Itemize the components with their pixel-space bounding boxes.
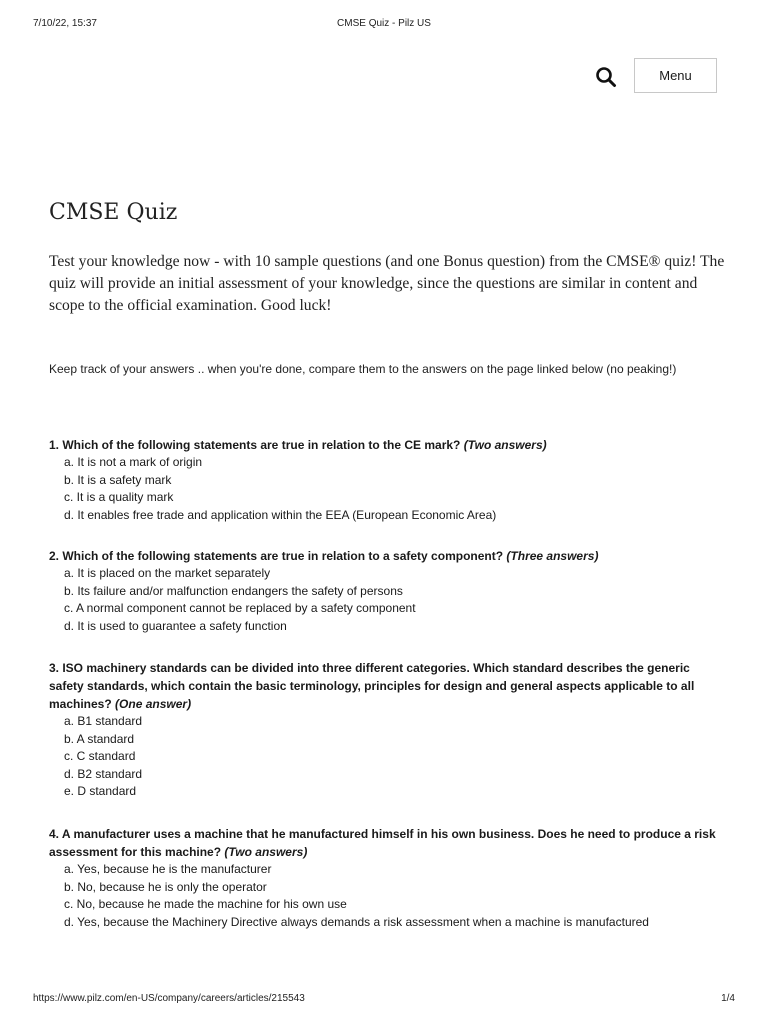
answer-option: a. It is placed on the market separately [64,566,271,580]
menu-button[interactable]: Menu [634,58,717,93]
answer-option: c. A normal component cannot be replaced by a safety component [64,601,416,616]
page-title: CMSE Quiz [49,200,178,225]
answer-count-hint: (Three answers) [506,549,599,563]
answer-options [49,454,719,524]
answer-options [49,565,719,635]
answer-option: b. Its failure and/or malfunction endangers the safety of persons [64,583,403,598]
answer-option: d. B2 standard [64,766,143,781]
answer-count-hint: (Two answers) [463,438,547,452]
answer-option: a. B1 standard [64,714,143,728]
answer-option: d. Yes, because the Machinery Directive always demands a risk assessment when a machine is manufactured [64,914,649,929]
answer-option: c. C standard [64,749,136,764]
print-header [33,18,735,32]
question-text: 2. Which of the following statements are true in relation to a safety component? (Three answers) [49,549,599,563]
answer-option: b. No, because he is only the operator [64,879,267,894]
answer-option: d. It enables free trade and application within the EEA (European Economic Area) [64,507,497,522]
question-2 [49,547,719,635]
question-text: 3. ISO machinery standards can be divided into three different categories. Which standard describes the generic safety standards, which contain the basic terminology, principles for design and general aspects applicable to all machines? (One answer) [49,661,695,711]
print-date: 7/10/22, 15:37 [33,18,97,29]
answer-option: a. It is not a mark of origin [64,455,203,469]
answer-option: c. It is a quality mark [64,490,174,505]
answer-options [49,713,719,801]
question-text: 4. A manufacturer uses a machine that he manufactured himself in his own business. Does he need to produce a risk assessment for this machine? (Two answers) [49,827,716,859]
answer-option: c. No, because he made the machine for his own use [64,897,347,912]
answer-option: b. A standard [64,731,135,746]
question-1 [49,436,719,524]
answer-options [49,861,719,931]
print-title: CMSE Quiz - Pilz US [337,18,431,29]
instructions-note: Keep track of your answers .. when you're done, compare them to the answers on the page linked below (no peaking!) [49,362,677,376]
answer-count-hint: (Two answers) [224,845,308,859]
answer-option: e. D standard [64,784,137,799]
answer-option: a. Yes, because he is the manufacturer [64,862,272,876]
search-button[interactable] [594,65,620,91]
question-3 [49,659,719,801]
print-url: https://www.pilz.com/en-US/company/careers/articles/215543 [33,993,305,1004]
page-number: 1/4 [721,993,735,1004]
question-text: 1. Which of the following statements are true in relation to the CE mark? (Two answers) [49,438,547,452]
search-icon [594,65,620,91]
intro-paragraph: Test your knowledge now - with 10 sample questions (and one Bonus question) from the CMSE® quiz! The quiz will provide an initial assessment of your knowledge, since the questions are similar in content and scope to the official examination. Good luck! [49,253,725,314]
answer-option: b. It is a safety mark [64,472,172,487]
answer-count-hint: (One answer) [115,697,192,711]
answer-option: d. It is used to guarantee a safety function [64,618,287,633]
print-footer [33,993,735,1007]
question-4 [49,825,719,931]
